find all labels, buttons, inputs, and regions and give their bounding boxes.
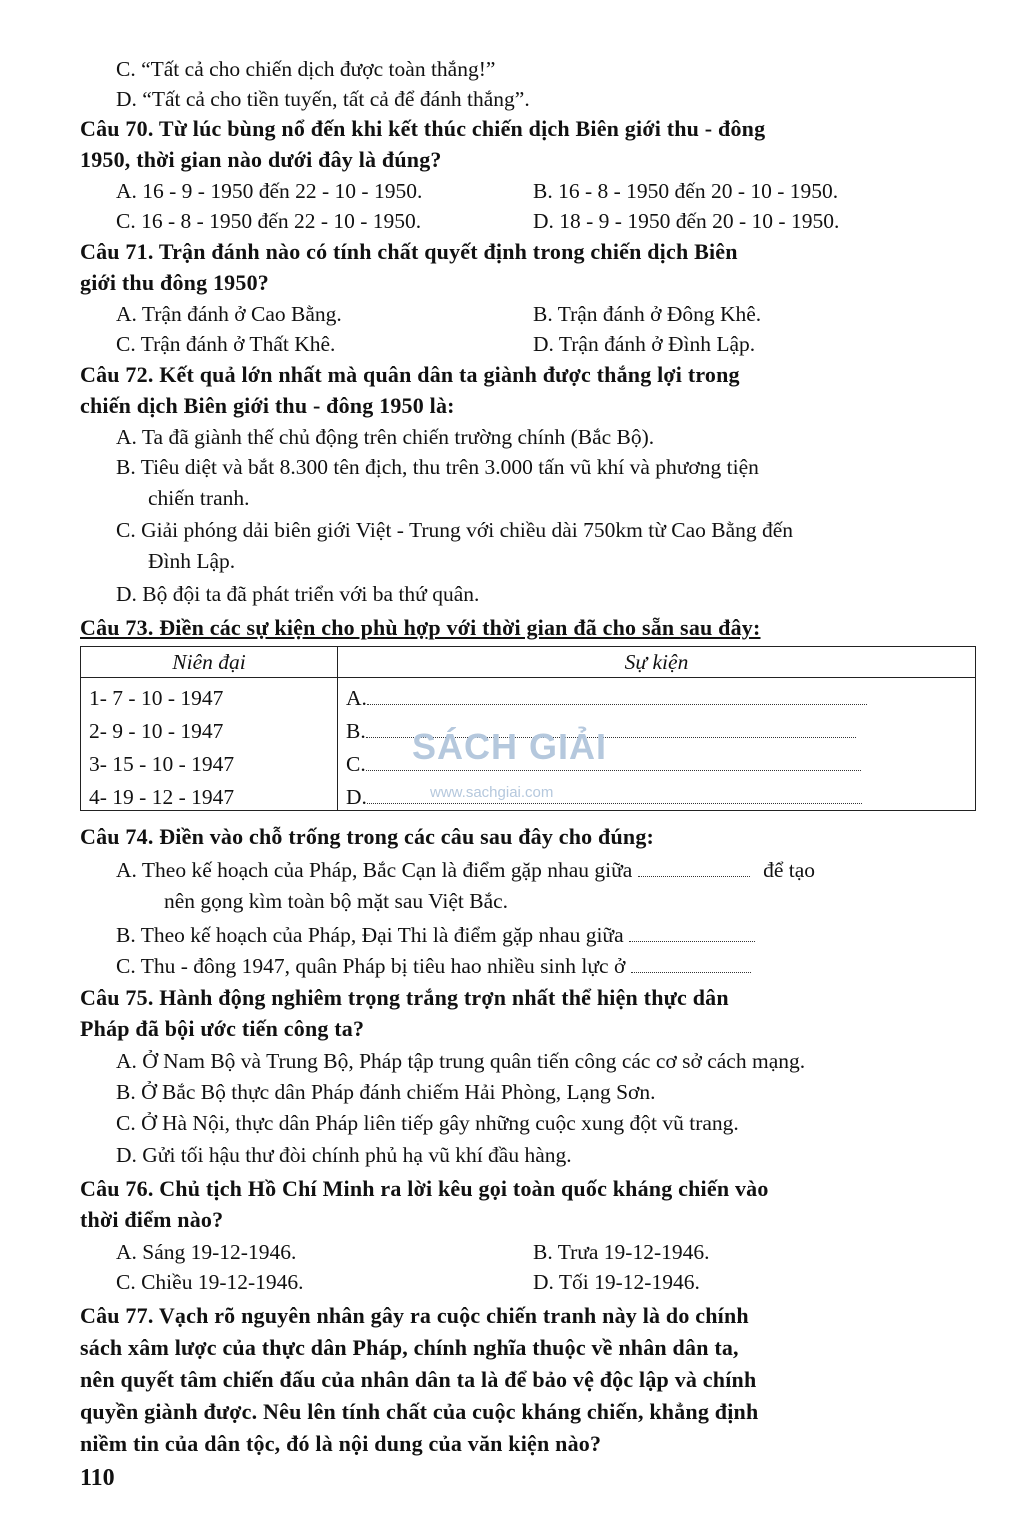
row-event: B.	[338, 711, 976, 744]
q71-stem-line2: giới thu đông 1950?	[80, 270, 269, 295]
q72-option-d: D. Bộ đội ta đã phát triển với ba thứ quân.	[116, 582, 480, 606]
row-date: 2- 9 - 10 - 1947	[81, 711, 338, 744]
q76-option-d: D. Tối 19-12-1946.	[533, 1270, 700, 1294]
fill-blank	[629, 927, 755, 942]
q70-option-a: A. 16 - 9 - 1950 đến 22 - 10 - 1950.	[116, 179, 423, 203]
q76-stem-line2: thời điểm nào?	[80, 1207, 224, 1232]
q70-stem-line2: 1950, thời gian nào dưới đây là đúng?	[80, 147, 442, 172]
q72-option-a: A. Ta đã giành thế chủ động trên chiến trường chính (Bắc Bộ).	[116, 425, 655, 449]
q74-stem: Câu 74. Điền vào chỗ trống trong các câu sau đây cho đúng:	[80, 824, 655, 849]
table-header-date: Niên đại	[81, 647, 338, 678]
fill-blank	[367, 789, 862, 804]
q70-stem-line1: Câu 70. Từ lúc bùng nổ đến khi kết thúc chiến dịch Biên giới thu - đông	[80, 116, 766, 141]
table-row	[81, 777, 976, 811]
table-row	[81, 711, 976, 744]
row-event: A.	[338, 678, 976, 712]
q75-stem-line1: Câu 75. Hành động nghiêm trọng trắng trợn nhất thể hiện thực dân	[80, 985, 729, 1010]
q75-option-c: C. Ở Hà Nội, thực dân Pháp liên tiếp gây những cuộc xung đột vũ trang.	[116, 1111, 739, 1135]
table-row	[81, 678, 976, 712]
q76-option-a: A. Sáng 19-12-1946.	[116, 1240, 297, 1264]
q77-stem-line1: Câu 77. Vạch rõ nguyên nhân gây ra cuộc chiến tranh này là do chính	[80, 1303, 749, 1328]
q71-option-c: C. Trận đánh ở Thất Khê.	[116, 332, 336, 356]
q76-option-c: C. Chiều 19-12-1946.	[116, 1270, 304, 1294]
row-event: C.	[338, 744, 976, 777]
q74-option-b: B. Theo kế hoạch của Pháp, Đại Thi là điểm gặp nhau giữa	[116, 920, 755, 950]
q75-stem-line2: Pháp đã bội ước tiến công ta?	[80, 1016, 365, 1041]
q72-stem-line2: chiến dịch Biên giới thu - đông 1950 là:	[80, 393, 455, 418]
watermark-brand: SÁCH GIẢI	[412, 726, 608, 767]
fill-blank	[366, 723, 856, 738]
q72-option-c-line1: C. Giải phóng dải biên giới Việt - Trung với chiều dài 750km từ Cao Bằng đến	[116, 518, 794, 542]
q72-option-b-line1: B. Tiêu diệt và bắt 8.300 tên địch, thu trên 3.000 tấn vũ khí và phương tiện	[116, 455, 759, 479]
q73-stem: Câu 73. Điền các sự kiện cho phù hợp với thời gian đã cho sẵn sau đây:	[80, 615, 761, 640]
q76-option-b: B. Trưa 19-12-1946.	[533, 1240, 710, 1264]
q77-stem-line2: sách xâm lược của thực dân Pháp, chính nghĩa thuộc về nhân dân ta,	[80, 1335, 739, 1360]
q69-option-d: D. “Tất cả cho tiền tuyến, tất cả để đánh thắng”.	[116, 87, 530, 111]
q77-stem-line5: niềm tin của dân tộc, đó là nội dung của văn kiện nào?	[80, 1431, 602, 1456]
q71-stem-line1: Câu 71. Trận đánh nào có tính chất quyết định trong chiến dịch Biên	[80, 239, 738, 264]
table-header-event: Sự kiện	[338, 647, 976, 678]
table-row	[81, 744, 976, 777]
q74-option-a-line2: nên gọng kìm toàn bộ mặt sau Việt Bắc.	[164, 889, 509, 913]
q70-option-b: B. 16 - 8 - 1950 đến 20 - 10 - 1950.	[533, 179, 839, 203]
row-date: 3- 15 - 10 - 1947	[81, 744, 338, 777]
q72-stem-line1: Câu 72. Kết quả lớn nhất mà quân dân ta giành được thắng lợi trong	[80, 362, 740, 387]
fill-blank	[367, 690, 867, 705]
fill-blank	[366, 756, 861, 771]
q70-option-c: C. 16 - 8 - 1950 đến 22 - 10 - 1950.	[116, 209, 422, 233]
q77-stem-line3: nên quyết tâm chiến đấu của nhân dân ta là để bảo vệ độc lập và chính	[80, 1367, 757, 1392]
q71-option-d: D. Trận đánh ở Đình Lập.	[533, 332, 756, 356]
q77-stem-line4: quyền giành được. Nêu lên tính chất của cuộc kháng chiến, khẳng định	[80, 1399, 759, 1424]
watermark-url: www.sachgiai.com	[430, 784, 554, 801]
events-table	[80, 646, 976, 811]
q74-option-c: C. Thu - đông 1947, quân Pháp bị tiêu hao nhiều sinh lực ở	[116, 951, 751, 981]
q75-option-d: D. Gửi tối hậu thư đòi chính phủ hạ vũ khí đầu hàng.	[116, 1143, 572, 1167]
q72-option-b-line2: chiến tranh.	[148, 486, 250, 510]
fill-blank	[638, 862, 750, 877]
q70-option-d: D. 18 - 9 - 1950 đến 20 - 10 - 1950.	[533, 209, 840, 233]
row-date: 1- 7 - 10 - 1947	[81, 678, 338, 712]
q75-option-b: B. Ở Bắc Bộ thực dân Pháp đánh chiếm Hải Phòng, Lạng Sơn.	[116, 1080, 656, 1104]
row-date: 4- 19 - 12 - 1947	[81, 777, 338, 811]
q71-option-b: B. Trận đánh ở Đông Khê.	[533, 302, 762, 326]
q75-option-a: A. Ở Nam Bộ và Trung Bộ, Pháp tập trung quân tiến công các cơ sở cách mạng.	[116, 1049, 806, 1073]
q72-option-c-line2: Đình Lập.	[148, 549, 236, 573]
fill-blank	[631, 958, 751, 973]
q76-stem-line1: Câu 76. Chủ tịch Hồ Chí Minh ra lời kêu gọi toàn quốc kháng chiến vào	[80, 1176, 769, 1201]
q71-option-a: A. Trận đánh ở Cao Bằng.	[116, 302, 342, 326]
row-event: D.	[338, 777, 976, 811]
page-number: 110	[80, 1465, 115, 1491]
q69-option-c: C. “Tất cả cho chiến dịch được toàn thắng!”	[116, 57, 496, 81]
q74-option-a-line1: A. Theo kế hoạch của Pháp, Bắc Cạn là điểm gặp nhau giữa để tạo	[116, 858, 816, 882]
